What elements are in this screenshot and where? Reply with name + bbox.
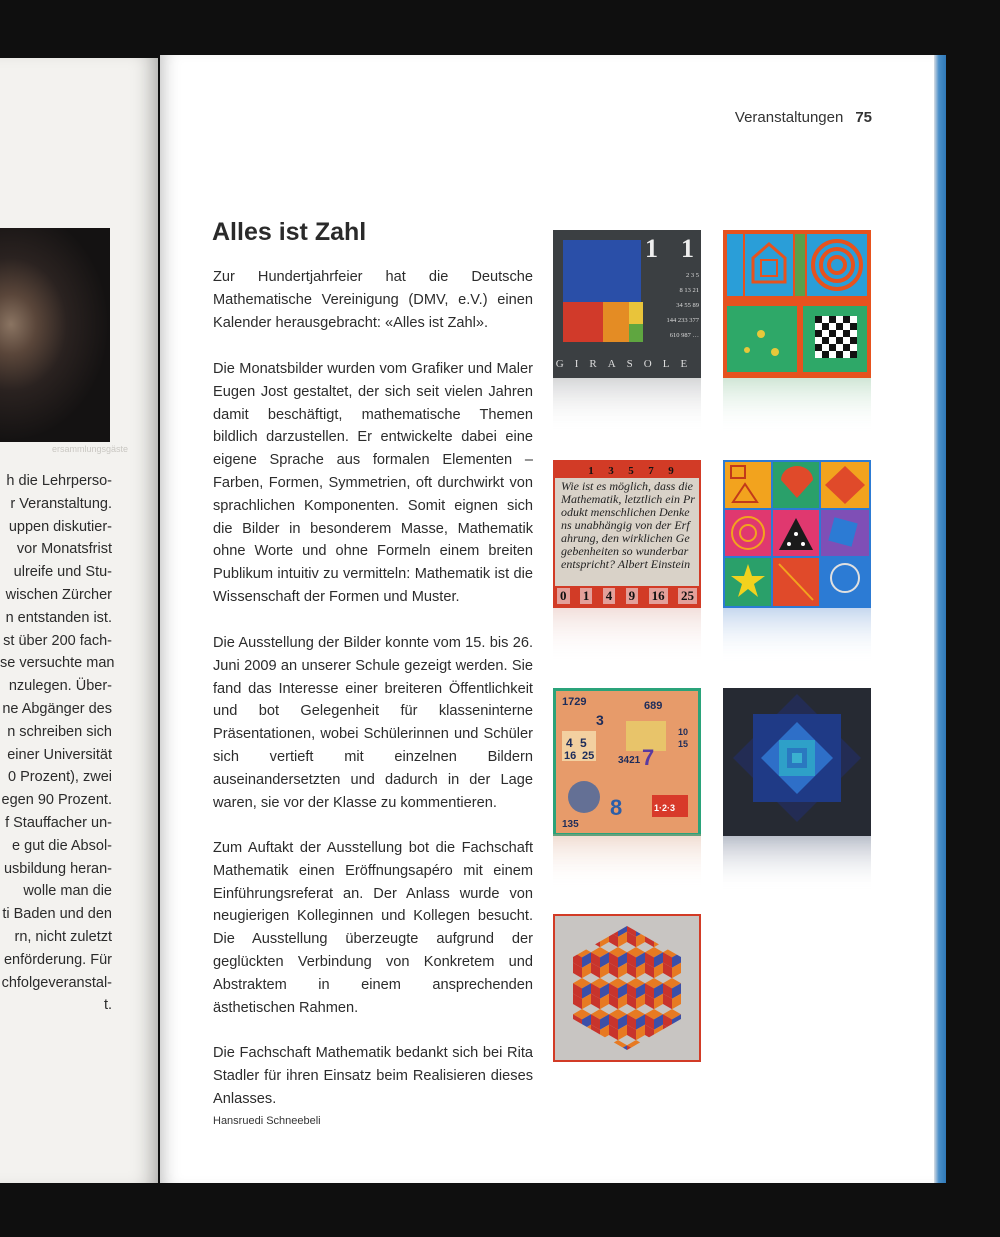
fibonacci-row: 34 55 89 <box>676 302 699 309</box>
collage-number: 4 <box>566 736 573 750</box>
square-number: 1 <box>580 588 593 604</box>
nested-squares-svg <box>723 688 871 836</box>
left-text-line: nzulegen. Über- <box>8 678 112 695</box>
collage-number: 3421 <box>618 755 641 766</box>
fibonacci-row: 8 13 21 <box>679 287 699 294</box>
square-number: 9 <box>626 588 639 604</box>
left-text-line: egen 90 Prozent. <box>1 792 112 809</box>
collage-number: 135 <box>562 819 579 830</box>
paragraph: Zur Hundertjahrfeier hat die Deutsche Mathematische Vereinigung (DMV, e.V.) einen Kalender herausgebracht: «Alles ist Zahl». <box>213 269 533 331</box>
top-number: 7 <box>648 465 654 477</box>
artwork-reflection <box>723 378 871 434</box>
left-text-line: vor Monatsfrist <box>16 541 112 558</box>
square-number: 0 <box>557 588 570 604</box>
girasole-caption: GIRASOLE <box>555 358 699 370</box>
left-text-line: wolle man die <box>23 883 112 900</box>
collage-number: 7 <box>642 745 655 770</box>
shapes-artwork-svg <box>723 460 871 608</box>
left-text-line: ne Abgänger des <box>2 700 112 717</box>
collage-number: 3 <box>596 712 604 728</box>
square-number: 4 <box>603 588 616 604</box>
top-number-strip <box>555 462 699 478</box>
green-square <box>629 324 643 342</box>
artwork-number-collage <box>553 688 701 836</box>
left-page <box>0 58 158 1183</box>
square-number: 25 <box>678 588 697 604</box>
collage-number: 16 <box>564 750 577 762</box>
yellow-square <box>629 302 643 324</box>
left-text-line: se versuchte man <box>0 655 115 672</box>
paragraph: Die Ausstellung der Bilder konnte vom 15. bis 26. Juni 2009 an unserer Schule gezeigt werden. Sie fand das Interesse einer breiteren Öffentlichkeit und bot Gelegenheit für klasseninterne Präsentationen, wobei Schülerinnen und Schüler sich vertieft mit einzelnen Bildern auseinandersetzten und dadurch in der Lage waren, sie vor der Klasse zu kommentieren. <box>213 635 533 811</box>
running-head <box>600 109 872 126</box>
left-text-line: f Stauffacher un- <box>5 814 112 831</box>
artwork-cube-hexagon <box>553 914 701 1062</box>
top-number: 9 <box>668 465 674 477</box>
left-text-line: usbildung heran- <box>3 860 112 877</box>
artwork-labyrinth <box>723 230 871 378</box>
blue-square <box>563 240 641 302</box>
top-number: 1 <box>588 465 594 477</box>
einstein-quote: Wie ist es möglich, dass die Mathematik, letztlich ein Produkt menschlichen Denkens unabhängig von der Erfahrung, den wirklichen Gegebenheiten so wunderbar entspricht? Albert Einstein <box>561 479 695 571</box>
collage-number: 15 <box>678 739 689 749</box>
left-text-line: einer Universität <box>7 746 112 763</box>
digit-one: 1 <box>681 234 694 263</box>
left-text-line: st über 200 fach- <box>3 632 112 649</box>
book-edge <box>934 55 946 1183</box>
collage-number: 10 <box>678 727 689 737</box>
paragraph: Die Monatsbilder wurden vom Grafiker und Maler Eugen Jost gestaltet, der sich seit vielen Jahren damit beschäftigt, mathematische Themen bildlich darzustellen. Er entwickelte dabei eine eigene Sprache aus formalen Elementen – Farben, Formen, Symmetrien, oft durchwirkt von sprachlichen Komponenten. Somit eignen sich die Bilder in besonderem Masse, Mathematik ohne Worte und ohne Formeln einem breiten Publikum intuitiv zu vermitteln: Mathematik ist die Wissenschaft der Formen und Muster. <box>213 361 533 605</box>
left-text-line: e gut die Absol- <box>12 837 112 854</box>
collage-number: 25 <box>582 750 595 762</box>
article-title: Alles ist Zahl <box>212 218 367 246</box>
orange-square <box>603 302 629 342</box>
chessboard <box>815 316 857 358</box>
top-number-cells <box>555 462 699 478</box>
fibonacci-row: 144 233 377 <box>666 317 699 324</box>
left-page-text <box>0 470 115 1017</box>
fibonacci-row: 2 3 5 <box>686 272 699 279</box>
page-number: 75 <box>855 109 872 126</box>
left-text-line: 0 Prozent), zwei <box>8 769 112 786</box>
paragraph: Die Fachschaft Mathematik bedankt sich bei Rita Stadler für ihren Einsatz beim Realisieren dieses Anlasses. <box>213 1045 533 1107</box>
artwork-nested-squares <box>723 688 871 836</box>
fibonacci-numbers <box>645 268 699 343</box>
author-name: Hansruedi Schneebeli <box>213 1115 321 1127</box>
artwork-reflection <box>553 378 701 434</box>
left-text-line: chfolgeveranstal- <box>1 974 112 991</box>
artwork-reflection <box>723 608 871 664</box>
left-text-line: wischen Zürcher <box>5 586 112 603</box>
photo-caption-fragment: ersammlungsgäste <box>52 444 129 454</box>
artwork-reflection <box>723 836 871 892</box>
left-text-line: enförderung. Für <box>3 951 112 968</box>
square-number: 16 <box>649 588 668 604</box>
artwork-reflection <box>553 608 701 664</box>
number-collage-svg <box>556 691 698 833</box>
left-text-line: uppen diskutier- <box>8 518 112 535</box>
left-text-line: t. <box>103 997 112 1014</box>
fibonacci-row: 610 987 … <box>669 332 699 339</box>
left-text-line: r Veranstaltung. <box>10 495 112 512</box>
section-name: Veranstaltungen <box>734 109 844 126</box>
digit-one: 1 <box>645 234 658 263</box>
portrait-photo <box>0 228 110 442</box>
red-square <box>563 302 603 342</box>
bottom-number-strip <box>555 586 699 606</box>
artwork-girasole <box>553 230 701 378</box>
top-number: 3 <box>608 465 614 477</box>
left-text-line: h die Lehrperso- <box>6 473 112 489</box>
paragraph: Zum Auftakt der Ausstellung bot die Fachschaft Mathematik einen Eröffnungsapéro mit einem Einführungsreferat an. Der Anlass wurde von neugierigen Kolleginnen und Kollegen besucht. Die Ausstellung überzeugte aufgrund der geglückten Verbindung von Konkretem und Abstraktem in einem ansprechenden ästhetischen Rahmen. <box>213 840 533 1016</box>
collage-number: 1·2·3 <box>654 803 676 813</box>
left-text-line: rn, nicht zuletzt <box>14 928 112 945</box>
left-text-line: n schreiben sich <box>7 723 112 740</box>
collage-number: 689 <box>644 700 663 712</box>
labyrinth-artwork-svg <box>723 230 871 378</box>
cube-hexagon-svg <box>555 916 699 1060</box>
collage-number: 5 <box>580 736 587 750</box>
collage-number: 8 <box>610 795 623 820</box>
top-number: 5 <box>628 465 634 477</box>
artwork-shapes <box>723 460 871 608</box>
left-text-line: n entstanden ist. <box>5 609 112 626</box>
left-text-line: ulreife und Stu- <box>13 564 112 581</box>
collage-number: 1729 <box>562 696 587 708</box>
left-text-line: ti Baden und den <box>2 906 112 923</box>
artwork-reflection <box>553 834 701 890</box>
square-numbers <box>557 588 697 604</box>
artwork-einstein-text <box>553 460 701 608</box>
